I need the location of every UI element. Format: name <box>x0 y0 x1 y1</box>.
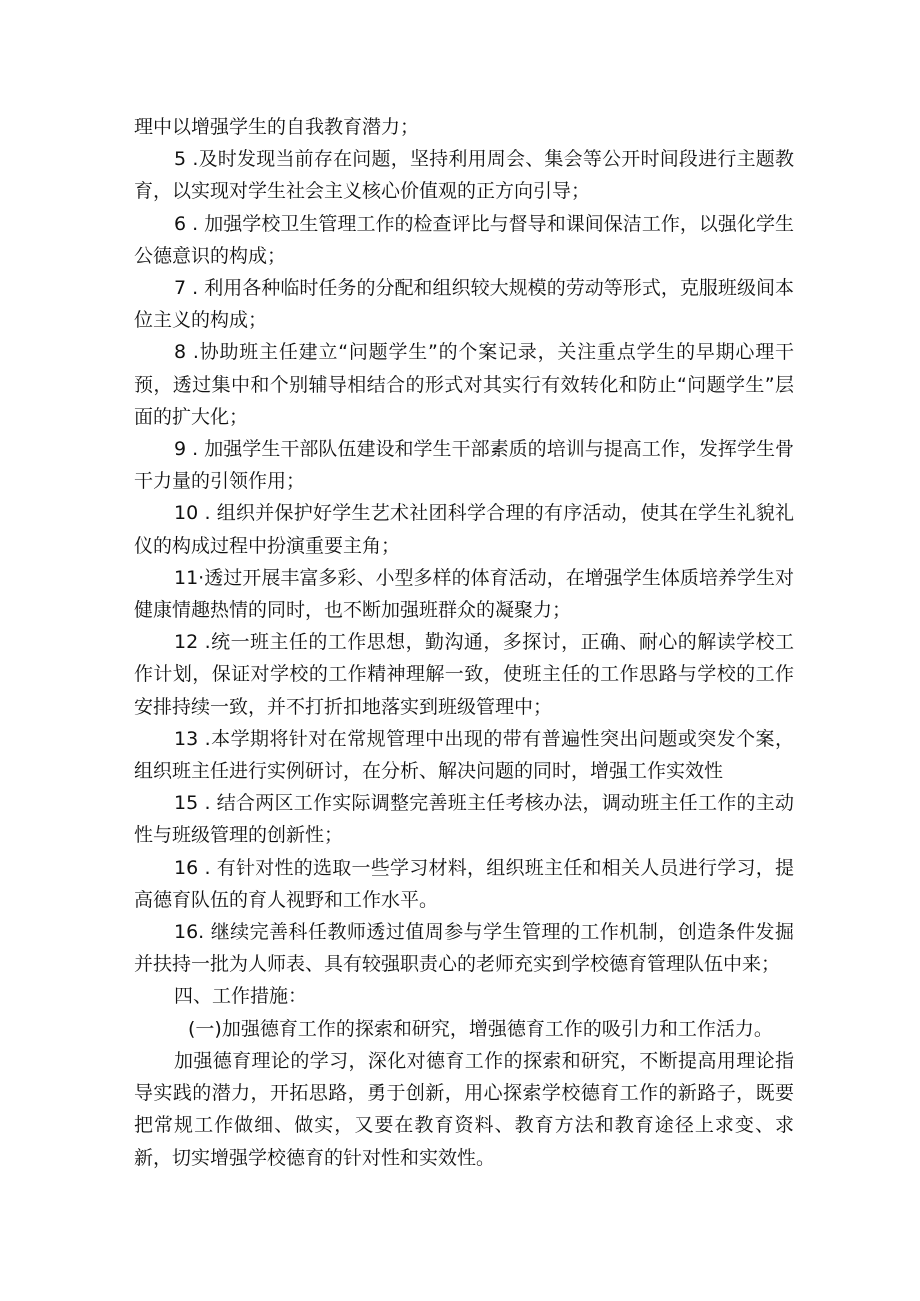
list-item-6: 6 . 加强学校卫生管理工作的检查评比与督导和课间保洁工作，以强化学生公德意识的构成； <box>134 212 794 267</box>
list-item-16a: 16 . 有针对性的选取一些学习材料，组织班主任和相关人员进行学习，提高德育队伍的育人视野和工作水平。 <box>134 856 794 911</box>
list-item-8: 8 .协助班主任建立“问题学生”的个案记录，关注重点学生的早期心理干预，透过集中和个别辅导相结合的形式对其实行有效转化和防止“问题学生”层面的扩大化； <box>134 341 794 428</box>
list-item-9: 9 . 加强学生干部队伍建设和学生干部素质的培训与提高工作，发挥学生骨干力量的引领作用； <box>134 438 794 493</box>
list-item-12: 12 .统一班主任的工作思想，勤沟通，多探讨，正确、耐心的解读学校工作计划，保证对学校的工作精神理解一致，使班主任的工作思路与学校的工作安排持续一致，并不打折扣地落实到班级管理中； <box>134 631 794 718</box>
list-item-16b: 16. 继续完善科任教师透过值周参与学生管理的工作机制，创造条件发掘并扶持一批为人师表、具有较强职责心的老师充实到学校德育管理队伍中来； <box>134 921 794 976</box>
body-paragraph: 加强德育理论的学习，深化对德育工作的探索和研究，不断提高用理论指导实践的潜力，开拓思路，勇于创新，用心探索学校德育工作的新路子，既要把常规工作做细、做实，又要在教育资料、教育方法和教育途径上求变、求新，切实增强学校德育的针对性和实效性。 <box>134 1049 794 1169</box>
list-item-10: 10 . 组织并保护好学生艺术社团科学合理的有序活动，使其在学生礼貌礼仪的构成过程中扮演重要主角； <box>134 502 794 557</box>
paragraph-continuation: 理中以增强学生的自我教育潜力； <box>134 116 420 138</box>
list-item-15: 15 . 结合两区工作实际调整完善班主任考核办法，调动班主任工作的主动性与班级管理的创新性； <box>134 792 794 847</box>
list-item-7: 7 . 利用各种临时任务的分配和组织较大规模的劳动等形式，克服班级间本位主义的构成； <box>134 277 794 332</box>
subsection-heading-1: (一)加强德育工作的探索和研究，增强德育工作的吸引力和工作活力。 <box>188 1017 773 1040</box>
list-item-11: 11·透过开展丰富多彩、小型多样的体育活动，在增强学生体质培养学生对健康情趣热情的同时，也不断加强班群众的凝聚力； <box>134 566 794 622</box>
list-item-5: 5 .及时发现当前存在问题，坚持利用周会、集会等公开时间段进行主题教育，以实现对学生社会主义核心价值观的正方向引导； <box>134 148 794 203</box>
document-body <box>134 111 794 1174</box>
list-item-13: 13 .本学期将针对在常规管理中出现的带有普遍性突出问题或突发个案，组织班主任进行实例研讨，在分析、解决问题的同时，增强工作实效性 <box>134 727 794 783</box>
section-heading-measures: 四、工作措施： <box>174 985 308 1008</box>
